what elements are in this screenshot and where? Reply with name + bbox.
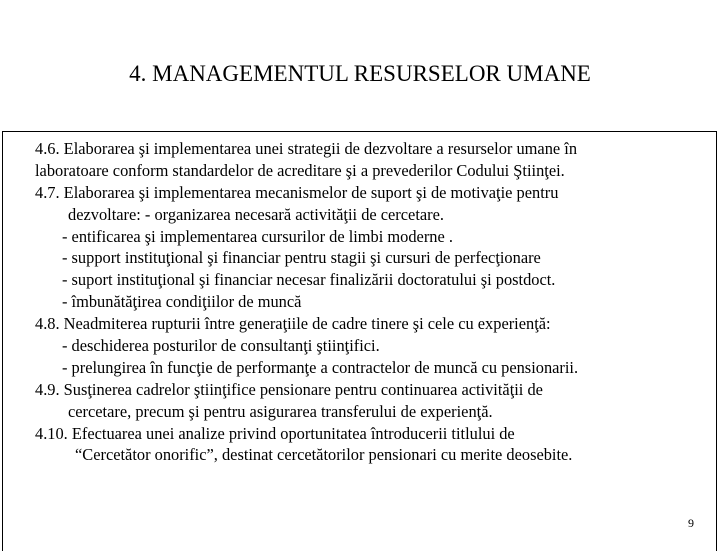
- content-line: dezvoltare: - organizarea necesară activităţii de cercetare.: [68, 204, 444, 224]
- slide-title: 4. MANAGEMENTUL RESURSELOR UMANE: [129, 61, 591, 86]
- content-line: “Cercetător onorific”, destinat cercetătorilor pensionari cu merite deosebite.: [75, 445, 573, 465]
- content-line: 4.9. Susţinerea cadrelor ştiinţifice pensionare pentru continuarea activităţii de: [35, 379, 543, 399]
- content-line: - suport instituţional şi financiar necesar finalizării doctoratului şi postdoct.: [62, 270, 556, 290]
- content-line: - entificarea şi implementarea cursurilor de limbi moderne .: [62, 226, 453, 246]
- content-line: laboratoare conform standardelor de acreditare şi a prevederilor Codului Ştiinţei.: [35, 160, 565, 180]
- content-line: 4.8. Neadmiterea rupturii între generaţiile de cadre tinere şi cele cu experienţă:: [35, 314, 551, 334]
- content-line: cercetare, precum şi pentru asigurarea transferului de experienţă.: [68, 401, 493, 421]
- content-line: - prelungirea în funcţie de performanţe a contractelor de muncă cu pensionarii.: [62, 357, 579, 377]
- content-line: - deschiderea posturilor de consultanţi ştiinţifici.: [62, 336, 380, 356]
- content-line: - support instituţional şi financiar pentru stagii şi cursuri de perfecţionare: [62, 248, 541, 268]
- content-body: [35, 138, 710, 466]
- page-number: 9: [688, 516, 694, 530]
- content-line: 4.6. Elaborarea şi implementarea unei strategii de dezvoltare a resurselor umane în: [35, 139, 578, 158]
- content-line: 4.7. Elaborarea şi implementarea mecanismelor de suport şi de motivaţie pentru: [35, 182, 559, 202]
- content-line: - îmbunătăţirea condiţiilor de muncă: [62, 292, 302, 312]
- content-line: 4.10. Efectuarea unei analize privind oportunitatea întroducerii titlului de: [35, 423, 515, 443]
